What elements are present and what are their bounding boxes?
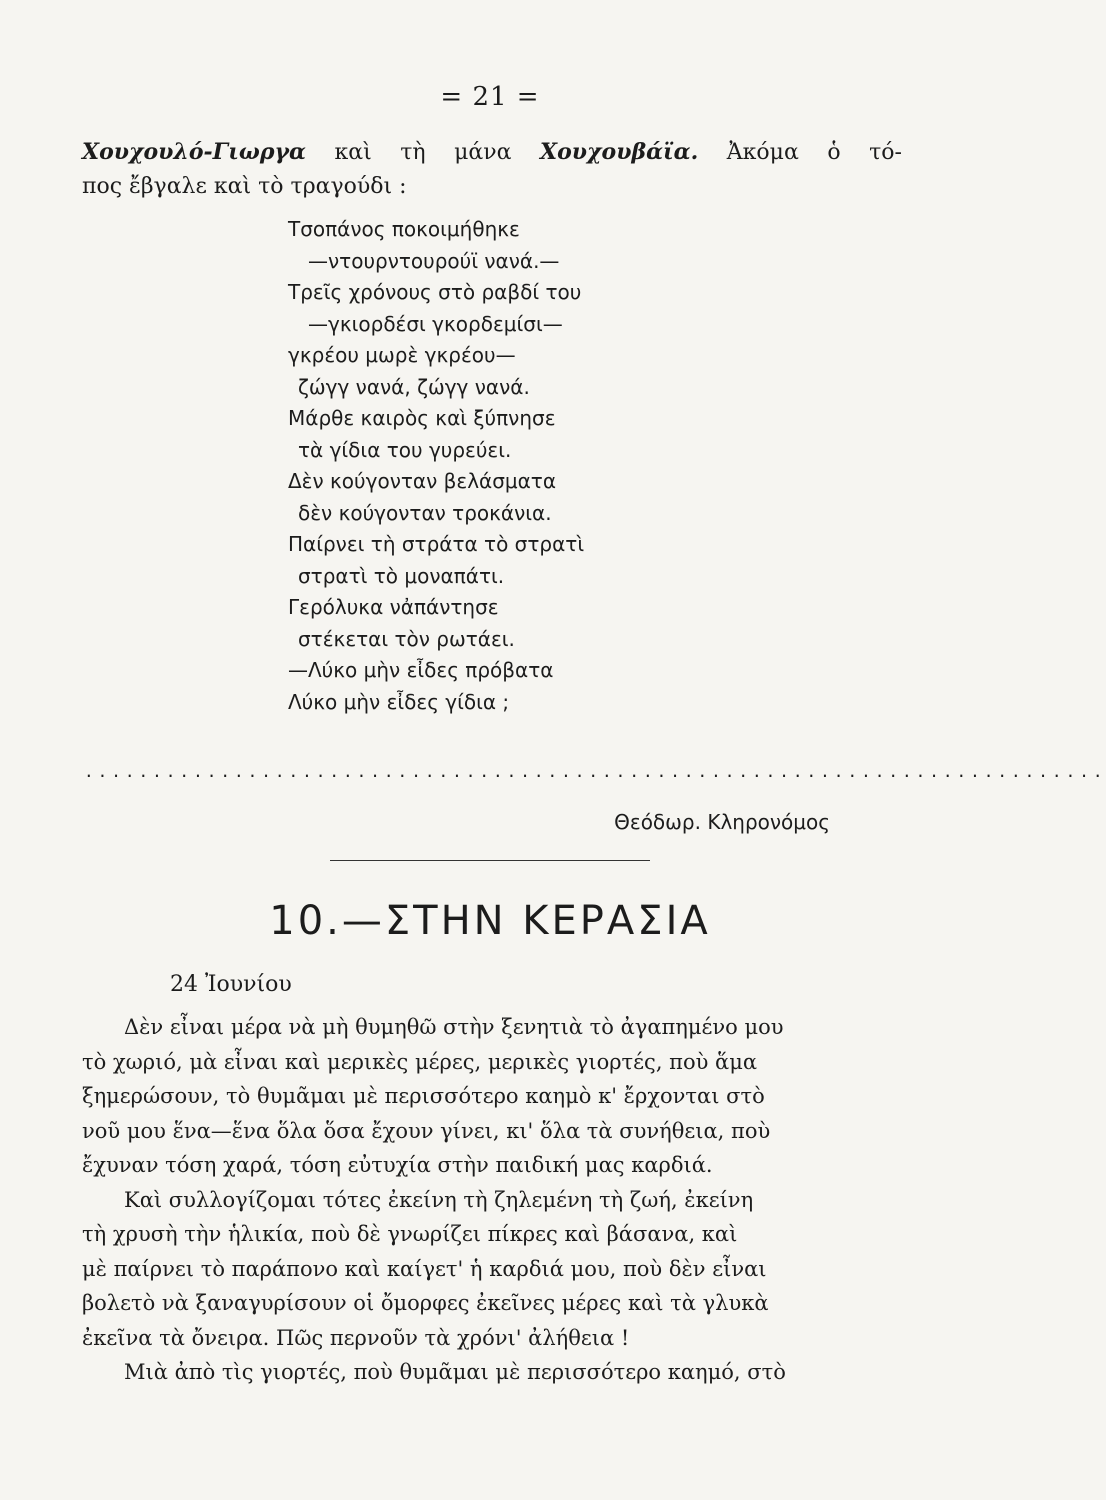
text-line: ξημερώσουν, τὸ θυμᾶμαι μὲ περισσότερο καημὸ κ' ἔρχονται στὸ: [82, 1084, 765, 1108]
chapter-title: 10.—ΣΤΗΝ ΚΕΡΑΣΙΑ: [269, 898, 711, 944]
poem-line: ζώγγ νανά, ζώγγ νανά.: [298, 374, 530, 399]
text-line: τὴ χρυσὴ τὴν ἡλικία, ποὺ δὲ γνωρίζει πίκρες καὶ βάσανα, καὶ: [82, 1222, 738, 1246]
name-chouchoulo-giorga: Χουχουλό-Γιωργα: [82, 139, 306, 165]
text-line: τὸ χωριό, μὰ εἶναι καὶ μερικὲς μέρες, μερικὲς γιορτές, ποὺ ἅμα: [82, 1049, 758, 1074]
intro-line-2: πος ἔβγαλε καὶ τὸ τραγούδι :: [82, 174, 407, 199]
poem-line: Λύκο μὴν εἶδες γίδια ;: [288, 689, 510, 714]
intro-line-1: [82, 136, 902, 169]
poem-line: στέκεται τὸν ρωτάει.: [298, 626, 515, 651]
folk-song: [288, 214, 848, 718]
poem-line: Παίρνει τὴ στράτα τὸ στρατὶ: [288, 532, 585, 556]
text-line: Δὲν εἶναι μέρα νὰ μὴ θυμηθῶ στὴν ξενητιὰ τὸ ἀγαπημένο μου: [124, 1015, 784, 1039]
text-line: βολετὸ νὰ ξαναγυρίσουν οἱ ὄμορφες ἐκεῖνες μέρες καὶ τὰ γλυκὰ: [82, 1291, 769, 1315]
name-chouchouvaia: Χουχουβάϊα.: [540, 139, 699, 165]
intro-mid-text: καὶ τὴ μάνα: [334, 140, 512, 165]
poem-line: Μάρθε καιρὸς καὶ ξύπνησε: [288, 406, 556, 430]
text-line: μὲ παίρνει τὸ παράπονο καὶ καίγετ' ἡ καρδιά μου, ποὺ δὲν εἶναι: [82, 1256, 767, 1281]
section-divider: [330, 860, 650, 861]
intro-end-text: Ἀκόμα ὁ τό-: [726, 140, 902, 165]
poem-line: —Λύκο μὴν εἶδες πρόβατα: [288, 658, 554, 682]
poem-line: Δὲν κούγονταν βελάσματα: [288, 469, 557, 493]
date-line: 24 Ἰουνίου: [170, 972, 292, 997]
page-number: = 21 =: [440, 82, 540, 112]
chapter-text: [82, 1010, 902, 1390]
poem-line: τὰ γίδια του γυρεύει.: [298, 437, 512, 462]
poem-line: Γερόλυκα νἀπάντησε: [288, 595, 499, 619]
author-signature: Θεόδωρ. Κληρονόμος: [614, 810, 830, 834]
text-line: Μιὰ ἀπὸ τὶς γιορτές, ποὺ θυμᾶμαι μὲ περισσότερο καημό, στὸ: [124, 1360, 786, 1384]
poem-line: Τσοπάνος ποκοιμήθηκε: [288, 217, 520, 241]
poem-line: —γκιορδέσι γκορδεμίσι—: [308, 311, 563, 336]
text-line: ἐκεῖνα τὰ ὄνειρα. Πῶς περνοῦν τὰ χρόνι' ἀλήθεια !: [82, 1325, 630, 1350]
dotted-separator: ...........................................................................: [84, 762, 1106, 781]
text-line: νοῦ μου ἕνα—ἕνα ὅλα ὅσα ἔχουν γίνει, κι' ὅλα τὰ συνήθεια, ποὺ: [82, 1118, 771, 1143]
poem-line: στρατὶ τὸ μοναπάτι.: [298, 563, 505, 588]
poem-line: —ντουρντουρούϊ νανά.—: [308, 248, 560, 273]
poem-line: γκρέου μωρὲ γκρέου—: [288, 343, 516, 367]
text-line: Καὶ συλλογίζομαι τότες ἐκείνη τὴ ζηλεμένη τὴ ζωή, ἐκείνη: [124, 1187, 754, 1212]
poem-line: δὲν κούγονταν τροκάνια.: [298, 500, 552, 525]
poem-line: Τρεῖς χρόνους στὸ ραβδί του: [288, 280, 582, 304]
text-line: ἔχυναν τόση χαρά, τόση εὐτυχία στὴν παιδική μας καρδιά.: [82, 1153, 713, 1177]
